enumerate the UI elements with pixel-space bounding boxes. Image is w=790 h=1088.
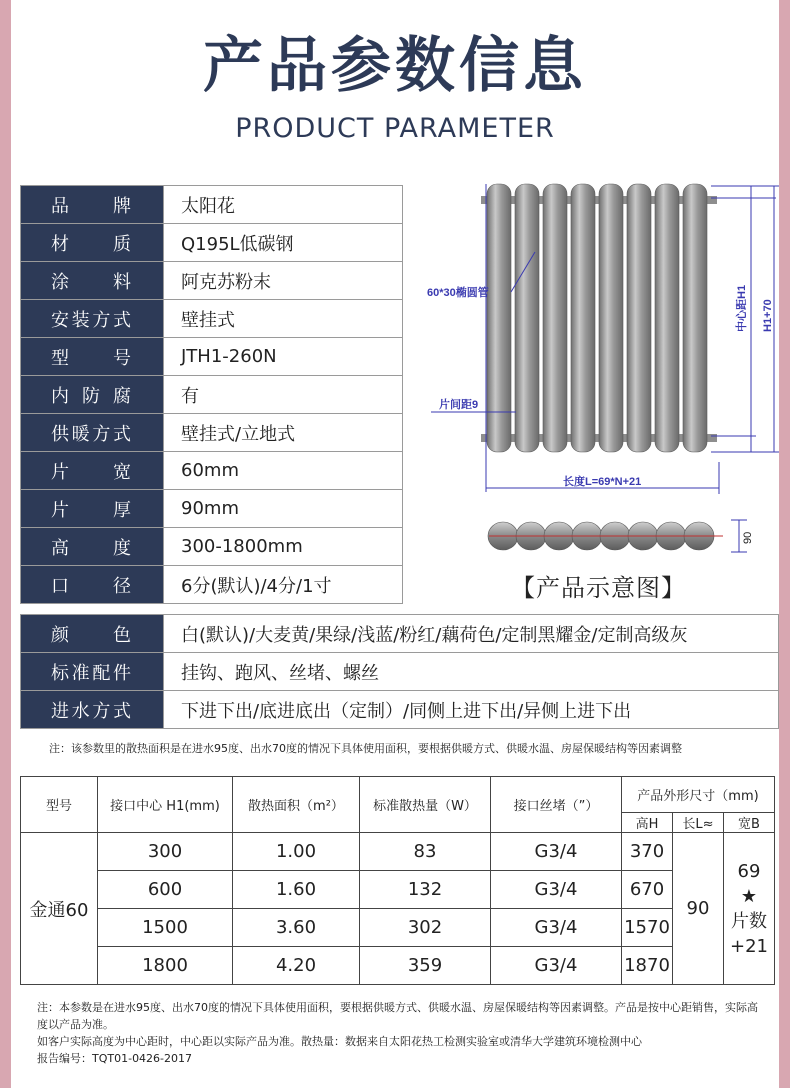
gap-label: 片间距9 — [439, 399, 479, 411]
footer-note-line: 如客户实际高度为中心距时，中心距以实际产品为准。散热量：数据来自太阳花热工检测实验室或清华大学建筑环境检测中心 — [37, 1035, 642, 1048]
spec-row — [21, 300, 403, 338]
spec-value: 白(默认)/大麦黄/果绿/浅蓝/粉红/藕荷色/定制黑耀金/定制高级灰 — [163, 615, 778, 653]
spec-value: 下进下出/底进底出（定制）/同侧上进下出/异侧上进下出 — [163, 691, 778, 729]
spec-label: 高 度 — [21, 528, 164, 566]
model-table — [20, 776, 775, 985]
spec-label: 材 质 — [21, 224, 164, 262]
total-height-label: H1+70 — [762, 299, 774, 332]
spec-label: 内 防 腐 — [21, 376, 164, 414]
radiator-tube — [599, 184, 623, 452]
spec-value: 60mm — [164, 452, 403, 490]
spec-value: 壁挂式 — [164, 300, 403, 338]
spec-label: 安 装 方 式 — [21, 300, 164, 338]
spec-table-wide — [20, 614, 779, 729]
footer-note-line: 报告编号：TQT01-0426-2017 — [37, 1052, 193, 1065]
cell-width: 69 ★ 片数 +21 — [724, 833, 775, 985]
spec-row — [21, 615, 779, 653]
cell-height: 1570 — [622, 909, 673, 947]
spec-value: 壁挂式/立地式 — [164, 414, 403, 452]
spec-label: 型 号 — [21, 338, 164, 376]
spec-row — [21, 414, 403, 452]
spec-label: 品 牌 — [21, 186, 164, 224]
cell-area: 3.60 — [233, 909, 360, 947]
spec-row — [21, 691, 779, 729]
cell-thread: G3/4 — [491, 947, 622, 985]
spec-row — [21, 186, 403, 224]
cell-thread: G3/4 — [491, 909, 622, 947]
radiator-tube — [655, 184, 679, 452]
header-heat: 标准散热量（W） — [360, 777, 491, 833]
spec-value: 有 — [164, 376, 403, 414]
cell-center: 1500 — [98, 909, 233, 947]
tube-label: 60*30椭圆管 — [427, 287, 489, 299]
spec-label: 进 水 方 式 — [21, 691, 164, 729]
header-thread: 接口丝堵（”） — [491, 777, 622, 833]
spec-row — [21, 376, 403, 414]
header-area: 散热面积（m²） — [233, 777, 360, 833]
page — [11, 0, 779, 1088]
cell-heat: 302 — [360, 909, 491, 947]
cell-area: 1.60 — [233, 871, 360, 909]
header-width: 宽B — [724, 813, 775, 833]
cell-heat: 132 — [360, 871, 491, 909]
center-distance-label: 中心距H1 — [736, 284, 748, 332]
cell-thread: G3/4 — [491, 871, 622, 909]
cell-height: 370 — [622, 833, 673, 871]
spec-note: 注：该参数里的散热面积是在进水95度、出水70度的情况下具体使用面积，要根据供暖方式、供暖水温、房屋保暖结构等因素调整 — [49, 742, 682, 755]
radiator-tube — [543, 184, 567, 452]
spec-label: 涂 料 — [21, 262, 164, 300]
header-height: 高H — [622, 813, 673, 833]
spec-row — [21, 224, 403, 262]
spec-value: 90mm — [164, 490, 403, 528]
table-row — [21, 871, 775, 909]
spec-value: 6分(默认)/4分/1寸 — [164, 566, 403, 604]
product-diagram — [411, 172, 779, 612]
cell-heat: 83 — [360, 833, 491, 871]
diagram-caption: 【产品示意图】 — [511, 574, 686, 602]
cell-heat: 359 — [360, 947, 491, 985]
page-subtitle: PRODUCT PARAMETER — [235, 113, 555, 144]
spec-value: 太阳花 — [164, 186, 403, 224]
cell-center: 300 — [98, 833, 233, 871]
spec-value: JTH1-260N — [164, 338, 403, 376]
cell-area: 4.20 — [233, 947, 360, 985]
spec-value: 300-1800mm — [164, 528, 403, 566]
spec-label: 供 暖 方 式 — [21, 414, 164, 452]
header-length: 长L≈ — [673, 813, 724, 833]
page-title: 产品参数信息 — [203, 31, 587, 101]
spec-label: 片 宽 — [21, 452, 164, 490]
cell-height: 1870 — [622, 947, 673, 985]
spec-label: 口 径 — [21, 566, 164, 604]
cell-area: 1.00 — [233, 833, 360, 871]
table-row — [21, 947, 775, 985]
spec-row — [21, 653, 779, 691]
spec-row — [21, 452, 403, 490]
cell-center: 600 — [98, 871, 233, 909]
cell-thread: G3/4 — [491, 833, 622, 871]
spec-label: 颜 色 — [21, 615, 164, 653]
table-row — [21, 909, 775, 947]
cell-length: 90 — [673, 833, 724, 985]
radiator-tube — [571, 184, 595, 452]
footer-note — [37, 999, 765, 1067]
header-model: 型号 — [21, 777, 98, 833]
model-name: 金通60 — [21, 833, 98, 985]
radiator-tube — [683, 184, 707, 452]
spec-label: 标 准 配 件 — [21, 653, 164, 691]
spec-row — [21, 338, 403, 376]
footer-note-line: 注：本参数是在进水95度、出水70度的情况下具体使用面积，要根据供暖方式、供暖水温、房屋保暖结构等因素调整。产品是按中心距销售，实际高度以产品为准。 — [37, 1001, 758, 1031]
spec-row — [21, 566, 403, 604]
spec-value: Q195L低碳钢 — [164, 224, 403, 262]
spec-table — [20, 185, 403, 604]
table-row — [21, 833, 775, 871]
radiator-front-view — [481, 184, 717, 452]
spec-value: 阿克苏粉末 — [164, 262, 403, 300]
spec-value: 挂钩、跑风、丝堵、螺丝 — [163, 653, 778, 691]
cell-height: 670 — [622, 871, 673, 909]
radiator-tube — [515, 184, 539, 452]
spec-row — [21, 490, 403, 528]
spec-row — [21, 262, 403, 300]
spec-row — [21, 528, 403, 566]
spec-label: 片 厚 — [21, 490, 164, 528]
length-label: 长度L=69*N+21 — [563, 476, 642, 488]
cell-center: 1800 — [98, 947, 233, 985]
radiator-tube — [627, 184, 651, 452]
table-header-row — [21, 777, 775, 813]
header-size: 产品外形尺寸（mm) — [622, 777, 775, 813]
header-center: 接口中心 H1(mm) — [98, 777, 233, 833]
depth-label: 90 — [742, 531, 754, 544]
